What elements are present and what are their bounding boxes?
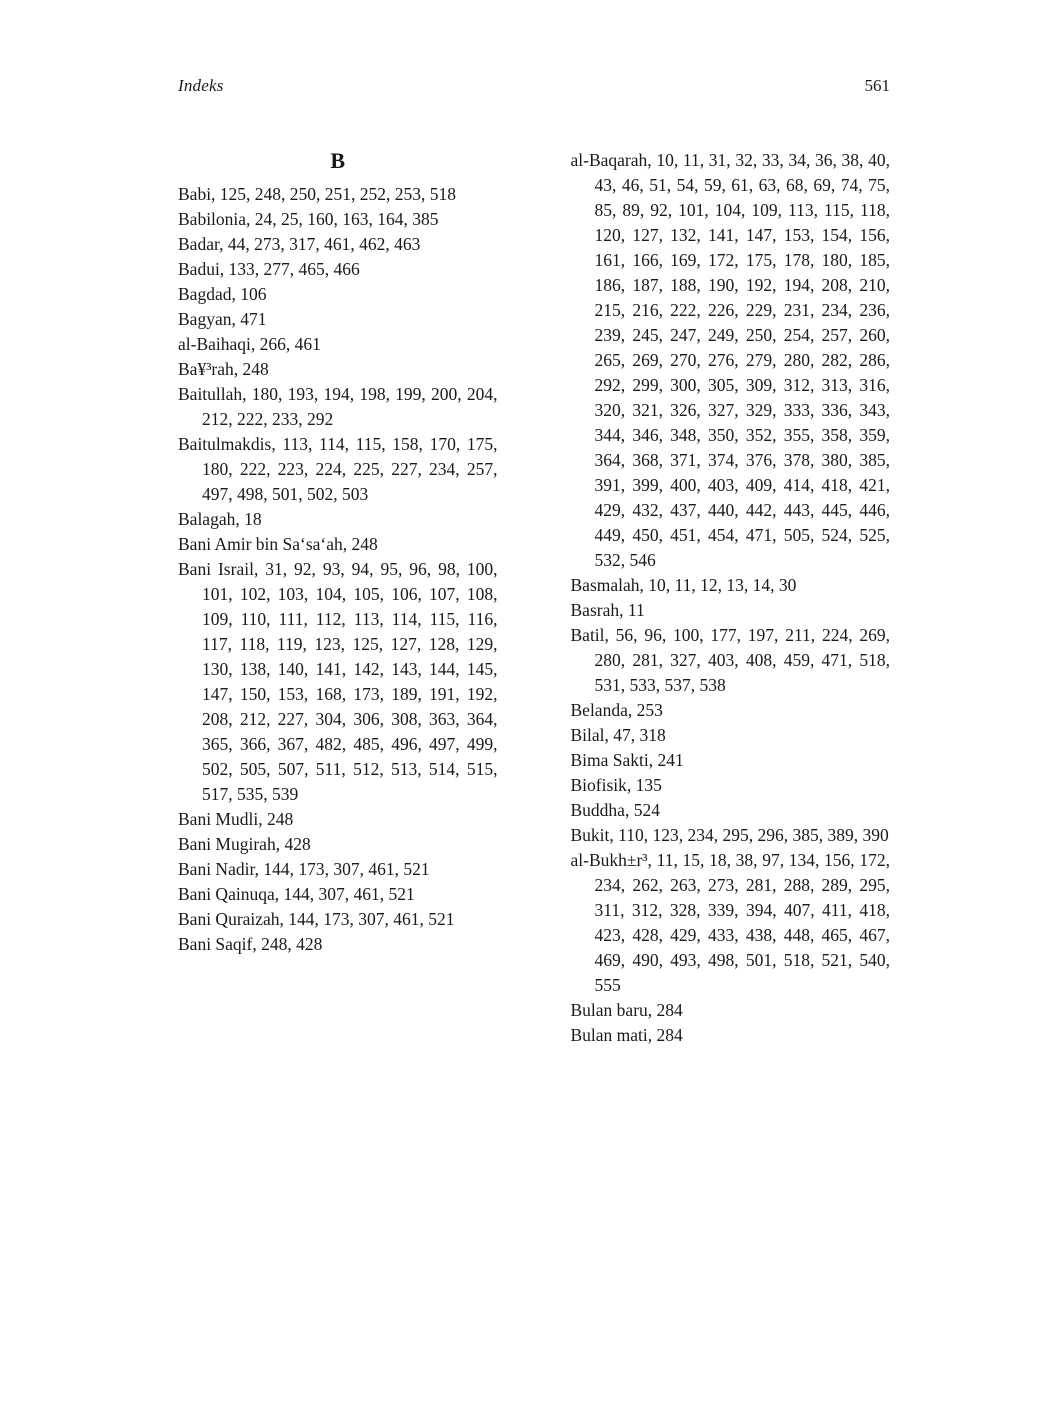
index-entry: Bulan mati, 284 [570, 1025, 683, 1045]
index-entry: Bani Mudli, 248 [178, 809, 294, 829]
index-entry: Belanda, 253 [570, 700, 663, 720]
index-entry: Batil, 56, 96, 100, 177, 197, 211, 224, 269, 280, 281, 327, 403, 408, 459, 471, 518, 531, 533, 537, 538 [570, 625, 890, 695]
index-entry: Bagyan, 471 [178, 309, 267, 329]
index-entry: Bilal, 47, 318 [570, 725, 666, 745]
section-letter-heading: B [330, 148, 346, 173]
index-entry: al-Bukh±r³, 11, 15, 18, 38, 97, 134, 156, 172, 234, 262, 263, 273, 281, 288, 289, 295, 311, 312, 328, 339, 394, 407, 411, 418, 423, 428, 429, 433, 438, 448, 465, 467, 469, 490, 493, 498, 501, 518, 521, 540, 555 [570, 850, 890, 995]
index-column-right [571, 148, 891, 1048]
index-entry: Basrah, 11 [570, 600, 645, 620]
index-entry: Bani Israil, 31, 92, 93, 94, 95, 96, 98, 100, 101, 102, 103, 104, 105, 106, 107, 108, 109, 110, 111, 112, 113, 114, 115, 116, 117, 118, 119, 123, 125, 127, 128, 129, 130, 138, 140, 141, 142, 143, 144, 145, 147, 150, 153, 168, 173, 189, 191, 192, 208, 212, 227, 304, 306, 308, 363, 364, 365, 366, 367, 482, 485, 496, 497, 499, 502, 505, 507, 511, 512, 513, 514, 515, 517, 535, 539 [178, 559, 498, 804]
index-entry: Babilonia, 24, 25, 160, 163, 164, 385 [178, 209, 439, 229]
index-entry: Babi, 125, 248, 250, 251, 252, 253, 518 [178, 184, 457, 204]
index-entry: Buddha, 524 [570, 800, 660, 820]
index-entry: Bani Saqif, 248, 428 [178, 934, 323, 954]
index-entry: al-Baihaqi, 266, 461 [178, 334, 321, 354]
index-entry: Balagah, 18 [178, 509, 262, 529]
index-entry: Bukit, 110, 123, 234, 295, 296, 385, 389, 390 [570, 825, 889, 845]
index-entry: Bani Mugirah, 428 [178, 834, 311, 854]
index-entry: Bagdad, 106 [178, 284, 267, 304]
index-content [178, 148, 890, 1048]
index-entry: Badar, 44, 273, 317, 461, 462, 463 [178, 234, 421, 254]
page-number: 561 [864, 76, 890, 95]
page-header [178, 76, 890, 96]
index-entry: Baitullah, 180, 193, 194, 198, 199, 200, 204, 212, 222, 233, 292 [178, 384, 498, 429]
left-entries [178, 182, 498, 957]
index-page [178, 0, 890, 1048]
index-entry: Bani Nadir, 144, 173, 307, 461, 521 [178, 859, 430, 879]
index-entry: Bani Quraizah, 144, 173, 307, 461, 521 [178, 909, 455, 929]
index-entry: Baitulmakdis, 113, 114, 115, 158, 170, 175, 180, 222, 223, 224, 225, 227, 234, 257, 497, 498, 501, 502, 503 [178, 434, 498, 504]
index-entry: Bulan baru, 284 [570, 1000, 683, 1020]
index-entry: Basmalah, 10, 11, 12, 13, 14, 30 [570, 575, 797, 595]
index-entry: Biofisik, 135 [570, 775, 662, 795]
running-header-title: Indeks [178, 76, 224, 95]
index-entry: Bani Amir bin Sa‘sa‘ah, 248 [178, 534, 378, 554]
index-entry: al-Baqarah, 10, 11, 31, 32, 33, 34, 36, 38, 40, 43, 46, 51, 54, 59, 61, 63, 68, 69, 74, 75, 85, 89, 92, 101, 104, 109, 113, 115, 118, 120, 127, 132, 141, 147, 153, 154, 156, 161, 166, 169, 172, 175, 178, 180, 185, 186, 187, 188, 190, 192, 194, 208, 210, 215, 216, 222, 226, 229, 231, 234, 236, 239, 245, 247, 249, 250, 254, 257, 260, 265, 269, 270, 276, 279, 280, 282, 286, 292, 299, 300, 305, 309, 312, 313, 316, 320, 321, 326, 327, 329, 333, 336, 343, 344, 346, 348, 350, 352, 355, 358, 359, 364, 368, 371, 374, 376, 378, 380, 385, 391, 399, 400, 403, 409, 414, 418, 421, 429, 432, 437, 440, 442, 443, 445, 446, 449, 450, 451, 454, 471, 505, 524, 525, 532, 546 [570, 150, 890, 570]
index-entry: Badui, 133, 277, 465, 466 [178, 259, 360, 279]
index-entry: Bima Sakti, 241 [570, 750, 684, 770]
index-entry: Bani Qainuqa, 144, 307, 461, 521 [178, 884, 415, 904]
index-entry: Ba¥³rah, 248 [178, 359, 269, 379]
right-entries [571, 148, 891, 1048]
index-column-left [178, 148, 498, 1048]
